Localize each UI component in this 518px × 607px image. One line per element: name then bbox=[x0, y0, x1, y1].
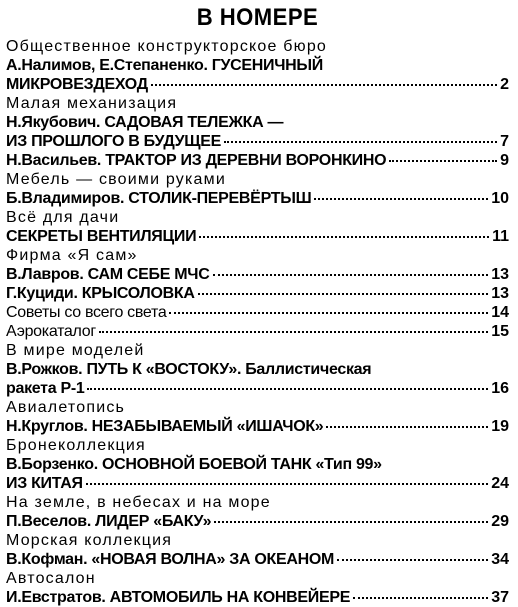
section-heading: Морская коллекция bbox=[6, 532, 173, 549]
page-number: 15 bbox=[491, 323, 509, 340]
dot-leader bbox=[353, 597, 488, 599]
section-heading-text: Аэрокаталог bbox=[6, 323, 96, 340]
entry-line bbox=[6, 265, 509, 284]
entry-line bbox=[6, 227, 509, 246]
page-number: 13 bbox=[491, 285, 509, 302]
section-heading[interactable] bbox=[6, 303, 509, 322]
entry-line bbox=[6, 455, 509, 474]
page-number: 29 bbox=[491, 513, 509, 530]
toc-section bbox=[6, 398, 509, 436]
dot-leader bbox=[326, 426, 488, 428]
section-heading[interactable] bbox=[6, 322, 509, 341]
toc-entry[interactable] bbox=[6, 113, 509, 151]
dot-leader bbox=[99, 331, 488, 333]
section-heading: Общественное конструкторское бюро bbox=[6, 38, 328, 55]
toc-section bbox=[6, 303, 509, 322]
page-number: 13 bbox=[491, 266, 509, 283]
page-number: 14 bbox=[491, 304, 509, 321]
entry-title: И.Евстратов. АВТОМОБИЛЬ НА КОНВЕЙЕРЕ bbox=[6, 589, 351, 606]
entry-line bbox=[6, 189, 509, 208]
entry-line bbox=[6, 132, 509, 151]
section-heading-text: Советы со всего света bbox=[6, 304, 167, 321]
section-heading: Бронеколлекция bbox=[6, 437, 146, 454]
page-number: 2 bbox=[500, 76, 509, 93]
entry-line bbox=[6, 360, 509, 379]
toc-entry[interactable] bbox=[6, 227, 509, 246]
section-heading: Всё для дачи bbox=[6, 209, 120, 226]
entry-title: ИЗ ПРОШЛОГО В БУДУЩЕЕ bbox=[6, 133, 222, 150]
page-number: 24 bbox=[491, 475, 509, 492]
entry-line bbox=[6, 474, 509, 493]
toc-section bbox=[6, 493, 509, 531]
page-number: 19 bbox=[491, 418, 509, 435]
entry-title: Н.Якубович. САДОВАЯ ТЕЛЕЖКА — bbox=[6, 114, 284, 131]
page-number: 37 bbox=[491, 589, 509, 606]
entry-title: ракета Р-1 bbox=[6, 380, 85, 397]
entry-line bbox=[6, 379, 509, 398]
entry-title: СЕКРЕТЫ ВЕНТИЛЯЦИИ bbox=[6, 228, 197, 245]
entry-title: Н.Васильев. ТРАКТОР ИЗ ДЕРЕВНИ ВОРОНКИНО bbox=[6, 152, 387, 169]
entry-line bbox=[6, 512, 509, 531]
toc-entry[interactable] bbox=[6, 417, 509, 436]
dot-leader bbox=[199, 236, 489, 238]
toc-section bbox=[6, 569, 509, 607]
toc-entry[interactable] bbox=[6, 56, 509, 94]
toc-section bbox=[6, 341, 509, 398]
page-number: 10 bbox=[491, 190, 509, 207]
page-number: 9 bbox=[500, 152, 509, 169]
dot-leader bbox=[337, 559, 488, 561]
toc-entry[interactable] bbox=[6, 284, 509, 303]
entry-title: П.Веселов. ЛИДЕР «БАКУ» bbox=[6, 513, 212, 530]
entry-line bbox=[6, 151, 509, 170]
toc-section bbox=[6, 322, 509, 341]
section-heading: Автосалон bbox=[6, 570, 96, 587]
entry-line bbox=[6, 113, 509, 132]
toc-entry[interactable] bbox=[6, 265, 509, 284]
page-number: 7 bbox=[500, 133, 509, 150]
dot-leader bbox=[169, 312, 488, 314]
section-heading: Мебель — своими руками bbox=[6, 171, 226, 188]
toc-entry[interactable] bbox=[6, 588, 509, 607]
toc-section bbox=[6, 531, 509, 569]
entry-title: ИЗ КИТАЯ bbox=[6, 475, 83, 492]
entry-title: В.Борзенко. ОСНОВНОЙ БОЕВОЙ ТАНК «Тип 99» bbox=[6, 456, 382, 473]
toc-entry[interactable] bbox=[6, 455, 509, 493]
table-of-contents bbox=[6, 37, 509, 607]
dot-leader bbox=[389, 160, 497, 162]
entry-line bbox=[6, 417, 509, 436]
toc-entry[interactable] bbox=[6, 360, 509, 398]
section-heading: В мире моделей bbox=[6, 342, 145, 359]
section-heading: Малая механизация bbox=[6, 95, 178, 112]
section-heading: На земле, в небесах и на море bbox=[6, 494, 271, 511]
dot-leader bbox=[87, 388, 488, 390]
entry-line bbox=[6, 550, 509, 569]
page-number: 16 bbox=[491, 380, 509, 397]
toc-entry[interactable] bbox=[6, 151, 509, 170]
section-heading: Фирма «Я сам» bbox=[6, 247, 138, 264]
entry-title: Б.Владимиров. СТОЛИК-ПЕРЕВЁРТЫШ bbox=[6, 190, 312, 207]
entry-line bbox=[6, 75, 509, 94]
dot-leader bbox=[86, 483, 489, 485]
entry-title: В.Лавров. САМ СЕБЕ МЧС bbox=[6, 266, 210, 283]
dot-leader bbox=[198, 293, 489, 295]
entry-title: В.Кофман. «НОВАЯ ВОЛНА» ЗА ОКЕАНОМ bbox=[6, 551, 335, 568]
page-number: 34 bbox=[491, 551, 509, 568]
entry-title: А.Налимов, Е.Степаненко. ГУСЕНИЧНЫЙ bbox=[6, 57, 324, 74]
page-number: 11 bbox=[492, 228, 509, 245]
dot-leader bbox=[151, 84, 497, 86]
section-heading: Авиалетопись bbox=[6, 399, 126, 416]
page-title: В НОМЕРЕ bbox=[196, 4, 319, 31]
toc-section bbox=[6, 37, 509, 94]
toc-entry[interactable] bbox=[6, 189, 509, 208]
dot-leader bbox=[314, 198, 488, 200]
toc-entry[interactable] bbox=[6, 550, 509, 569]
entry-title: Г.Куциди. КРЫСОЛОВКА bbox=[6, 285, 195, 302]
entry-line bbox=[6, 284, 509, 303]
toc-section bbox=[6, 208, 509, 246]
entry-title: МИКРОВЕЗДЕХОД bbox=[6, 76, 148, 93]
toc-entry[interactable] bbox=[6, 512, 509, 531]
dot-leader bbox=[224, 141, 497, 143]
entry-title: Н.Круглов. НЕЗАБЫВАЕМЫЙ «ИШАЧОК» bbox=[6, 418, 324, 435]
toc-section bbox=[6, 170, 509, 208]
entry-line bbox=[6, 588, 509, 607]
dot-leader bbox=[214, 521, 488, 523]
entry-title: В.Рожков. ПУТЬ К «ВОСТОКУ». Баллистическая bbox=[6, 361, 372, 378]
toc-section bbox=[6, 94, 509, 170]
entry-line bbox=[6, 56, 509, 75]
toc-section bbox=[6, 436, 509, 493]
toc-section bbox=[6, 246, 509, 303]
dot-leader bbox=[213, 274, 489, 276]
